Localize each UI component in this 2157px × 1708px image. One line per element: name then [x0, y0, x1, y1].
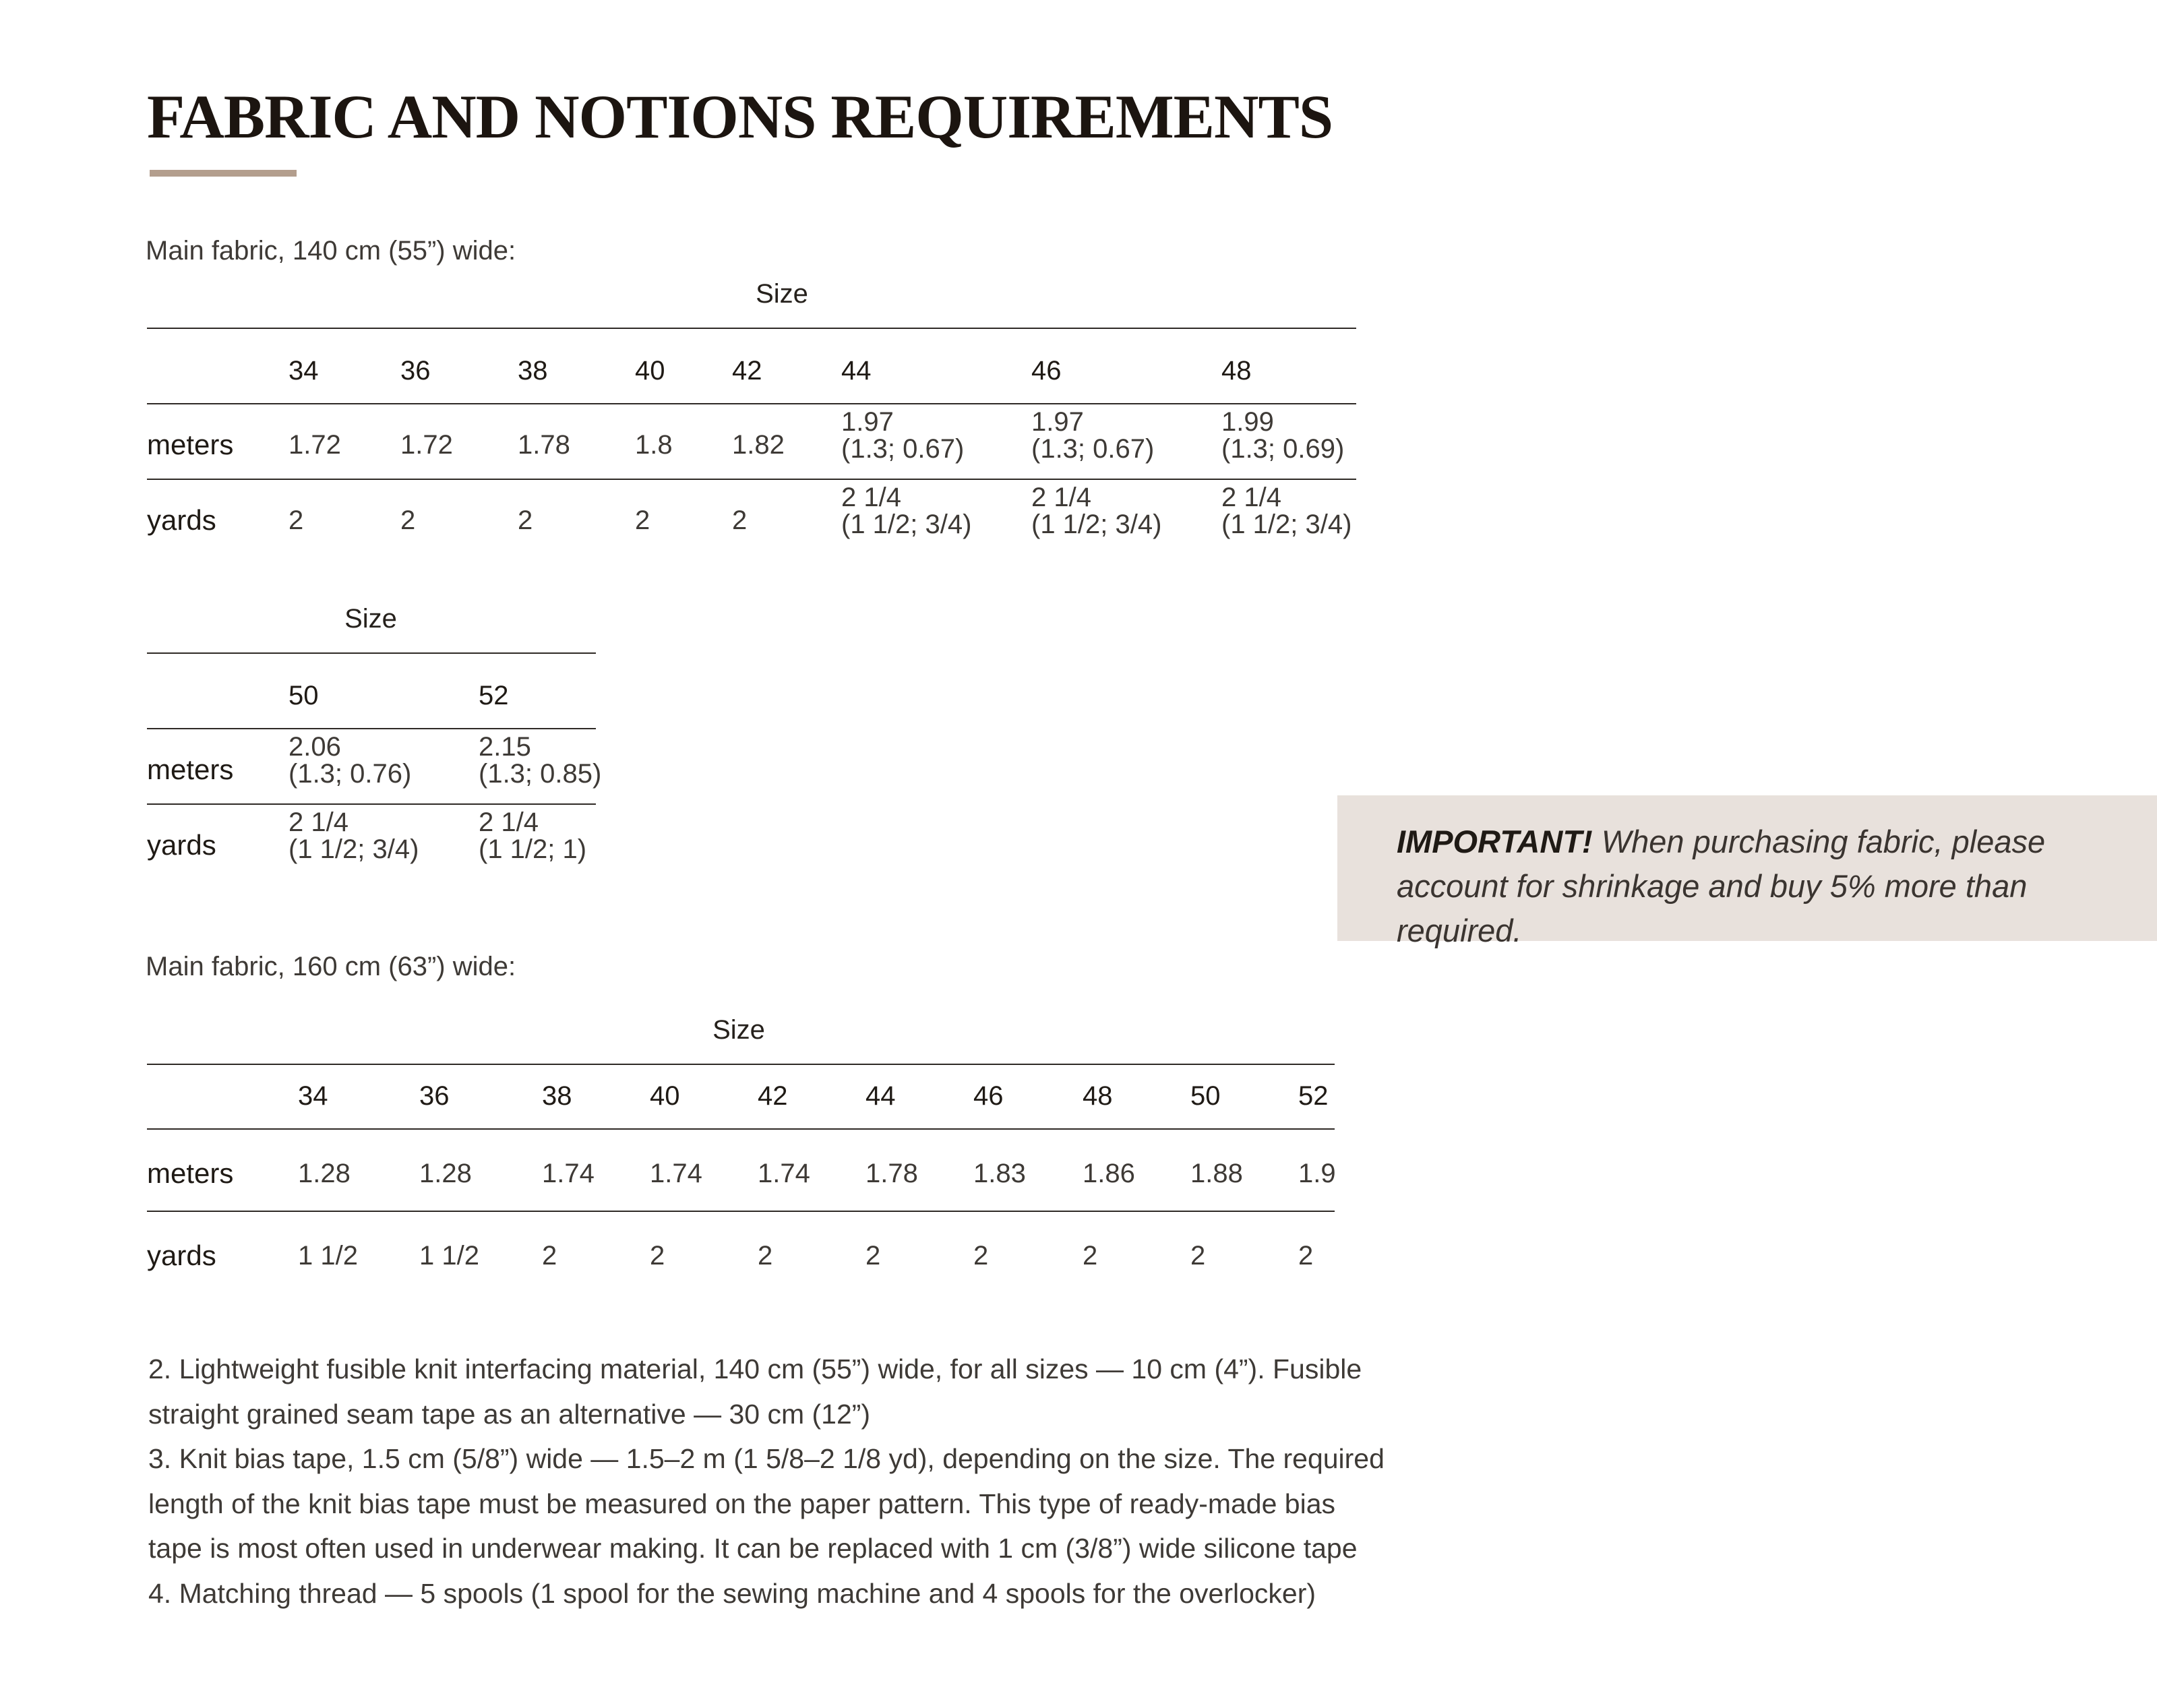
table-cell: [1190, 1160, 1243, 1187]
cell-line: 1.9: [1298, 1159, 1336, 1188]
notions-line: length of the knit bias tape must be measured on the paper pattern. This type of ready-made bias: [148, 1488, 1336, 1519]
cell-line: 2: [758, 1241, 773, 1271]
table-cell: [518, 507, 533, 534]
size-header: Size: [756, 279, 808, 309]
table-cell: [518, 431, 570, 458]
notions-line: 3. Knit bias tape, 1.5 cm (5/8”) wide — 1.5–2 m (1 5/8–2 1/8 yd), depending on the size. The required: [148, 1443, 1385, 1474]
table-rule: [147, 328, 1356, 329]
cell-line: 2: [542, 1241, 557, 1271]
table-rule: [147, 728, 596, 729]
row-label: yards: [147, 504, 216, 536]
cell-line: 2: [650, 1241, 665, 1271]
table-cell: [1083, 1242, 1097, 1269]
cell-line: 2: [635, 506, 650, 535]
cell-line: (1.3; 0.85): [479, 759, 602, 789]
cell-line: 2 1/4: [479, 807, 539, 837]
size-column-header: 46: [973, 1081, 1004, 1111]
size-header: Size: [344, 604, 397, 634]
cell-line: 1.83: [973, 1159, 1026, 1188]
page-title: FABRIC AND NOTIONS REQUIREMENTS: [147, 82, 1333, 151]
cell-line: 1.97: [841, 407, 894, 437]
table-rule: [147, 403, 1356, 404]
size-column-header: 34: [288, 356, 319, 386]
cell-line: 2 1/4: [1031, 483, 1091, 512]
table-cell: [758, 1242, 772, 1269]
cell-line: 2 1/4: [841, 483, 901, 512]
table-cell: [288, 733, 411, 787]
cell-line: 2: [732, 506, 748, 535]
cell-line: (1 1/2; 3/4): [1031, 510, 1162, 539]
cell-line: 2.06: [288, 732, 341, 762]
size-column-header: 34: [298, 1081, 328, 1111]
notions-line: straight grained seam tape as an alternative — 30 cm (12”): [148, 1398, 871, 1430]
table-cell: [419, 1160, 472, 1187]
row-label: meters: [147, 429, 234, 460]
table-cell: [1190, 1242, 1205, 1269]
cell-line: 1.86: [1083, 1159, 1135, 1188]
row-label: meters: [147, 1157, 234, 1189]
table-cell: [635, 507, 650, 534]
table-rule: [147, 1211, 1335, 1212]
cell-line: 1.88: [1190, 1159, 1243, 1188]
cell-line: (1.3; 0.69): [1221, 434, 1345, 464]
table-cell: [1221, 408, 1344, 462]
cell-line: (1 1/2; 3/4): [288, 834, 419, 864]
table-rule: [147, 1128, 1335, 1130]
table-cell: [400, 431, 453, 458]
cell-line: 2: [518, 506, 533, 535]
notice-lead: IMPORTANT!: [1397, 824, 1593, 859]
table-cell: [400, 507, 415, 534]
cell-line: 1.74: [758, 1159, 810, 1188]
cell-line: 1.82: [732, 430, 785, 460]
table-cell: [865, 1160, 918, 1187]
size-column-header: 40: [635, 356, 665, 386]
size-column-header: 44: [865, 1081, 896, 1111]
cell-line: (1 1/2; 1): [479, 834, 587, 864]
size-column-header: 40: [650, 1081, 680, 1111]
table-cell: [758, 1160, 810, 1187]
cell-line: 1.8: [635, 430, 673, 460]
cell-line: 1.74: [650, 1159, 702, 1188]
table-cell: [479, 733, 601, 787]
cell-line: 2 1/4: [288, 807, 348, 837]
notice-body: When purchasing fabric, please account for shrinkage and buy 5% more than required.: [1397, 824, 2046, 948]
notice-text: [1397, 820, 2145, 953]
table-cell: [865, 1242, 880, 1269]
notions-list: [148, 1347, 1564, 1616]
table-cell: [542, 1242, 557, 1269]
table-cell: [1298, 1242, 1313, 1269]
table-cell: [841, 484, 971, 538]
cell-line: 1 1/2: [419, 1241, 479, 1271]
cell-line: 1.74: [542, 1159, 595, 1188]
cell-line: (1.3; 0.76): [288, 759, 412, 789]
cell-line: 1.72: [288, 430, 341, 460]
cell-line: 1.28: [419, 1159, 472, 1188]
important-notice: [1337, 795, 2157, 948]
cell-line: 2: [1190, 1241, 1206, 1271]
cell-line: 2: [973, 1241, 989, 1271]
notions-line: 2. Lightweight fusible knit interfacing material, 140 cm (55”) wide, for all sizes — 10 cm (4”). Fusible: [148, 1353, 1362, 1384]
size-column-header: 52: [1298, 1081, 1329, 1111]
table1-caption: Main fabric, 140 cm (55”) wide:: [146, 236, 516, 266]
table-rule: [147, 652, 596, 654]
size-column-header: 44: [841, 356, 872, 386]
cell-line: 1.99: [1221, 407, 1274, 437]
row-label: yards: [147, 829, 216, 861]
cell-line: 1.28: [298, 1159, 351, 1188]
size-column-header: 42: [758, 1081, 788, 1111]
table-cell: [650, 1160, 702, 1187]
table-cell: [298, 1160, 351, 1187]
cell-line: 1.72: [400, 430, 453, 460]
cell-line: 2: [865, 1241, 881, 1271]
row-label: yards: [147, 1240, 216, 1271]
cell-line: 1.78: [518, 430, 570, 460]
size-column-header: 36: [400, 356, 431, 386]
cell-line: (1 1/2; 3/4): [1221, 510, 1352, 539]
notions-line: tape is most often used in underwear making. It can be replaced with 1 cm (3/8”) wide silicone tape: [148, 1533, 1358, 1564]
row-label: meters: [147, 754, 234, 785]
table-rule: [147, 1064, 1335, 1065]
table-rule: [147, 803, 596, 805]
cell-line: 1 1/2: [298, 1241, 358, 1271]
table-cell: [1031, 484, 1161, 538]
size-column-header: 52: [479, 681, 509, 710]
table-cell: [288, 431, 341, 458]
size-column-header: 38: [518, 356, 548, 386]
size-column-header: 50: [288, 681, 319, 710]
table-cell: [298, 1242, 358, 1269]
table-cell: [841, 408, 964, 462]
table-cell: [288, 507, 303, 534]
table-cell: [1083, 1160, 1135, 1187]
cell-line: (1.3; 0.67): [841, 434, 965, 464]
table-cell: [419, 1242, 479, 1269]
cell-line: 2: [1083, 1241, 1098, 1271]
cell-line: (1 1/2; 3/4): [841, 510, 972, 539]
table-cell: [732, 507, 747, 534]
table-cell: [1031, 408, 1154, 462]
table-cell: [650, 1242, 665, 1269]
size-column-header: 38: [542, 1081, 572, 1111]
cell-line: 2: [400, 506, 416, 535]
cell-line: 1.78: [865, 1159, 918, 1188]
size-column-header: 36: [419, 1081, 450, 1111]
cell-line: 1.97: [1031, 407, 1084, 437]
cell-line: 2: [1298, 1241, 1314, 1271]
cell-line: 2 1/4: [1221, 483, 1281, 512]
table-rule: [147, 479, 1356, 480]
table-cell: [732, 431, 785, 458]
cell-line: 2: [288, 506, 304, 535]
size-header: Size: [712, 1015, 765, 1045]
table-cell: [288, 809, 419, 863]
size-column-header: 48: [1083, 1081, 1113, 1111]
size-column-header: 46: [1031, 356, 1062, 386]
size-column-header: 48: [1221, 356, 1252, 386]
table-cell: [1221, 484, 1351, 538]
cell-line: (1.3; 0.67): [1031, 434, 1155, 464]
title-underline: [150, 170, 297, 177]
table-cell: [479, 809, 586, 863]
cell-line: 2.15: [479, 732, 531, 762]
table-cell: [1298, 1160, 1336, 1187]
size-column-header: 50: [1190, 1081, 1221, 1111]
table3-caption: Main fabric, 160 cm (63”) wide:: [146, 952, 516, 981]
table-cell: [542, 1160, 595, 1187]
table-cell: [973, 1242, 988, 1269]
size-column-header: 42: [732, 356, 762, 386]
notions-line: 4. Matching thread — 5 spools (1 spool for the sewing machine and 4 spools for the overlocker): [148, 1577, 1316, 1609]
table-cell: [635, 431, 673, 458]
table-cell: [973, 1160, 1026, 1187]
